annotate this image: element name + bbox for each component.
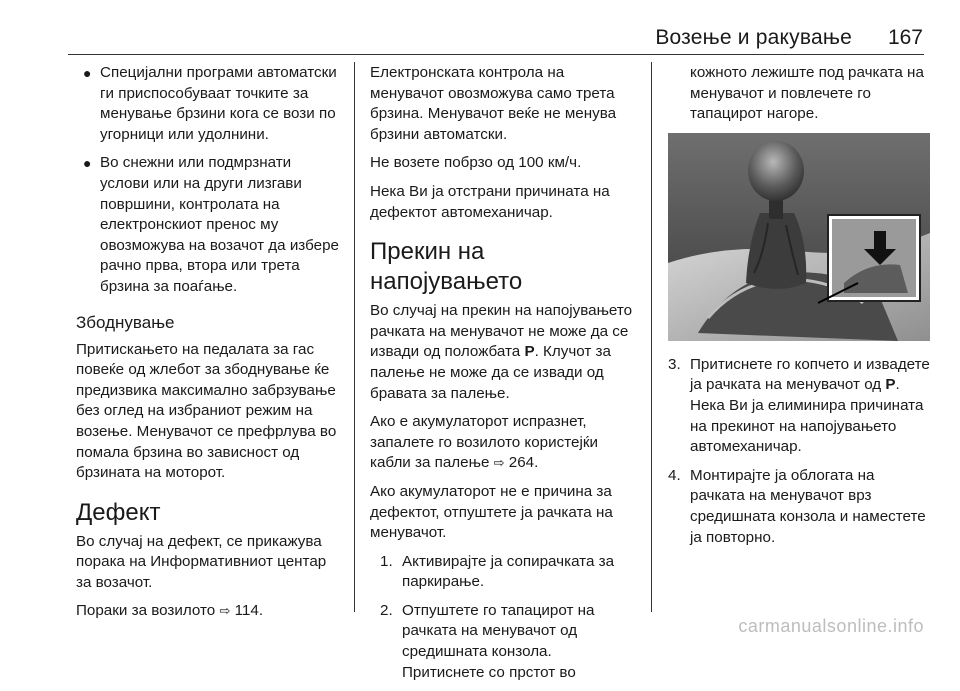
step-number: 2. — [380, 601, 393, 619]
gear-position-p: P — [524, 343, 535, 361]
paragraph-text: Во случај на прекин на напојувањето рачката на менувачот не може да се извади од положбата — [370, 302, 633, 361]
section-title: Возење и ракување — [655, 26, 852, 49]
paragraph — [370, 301, 634, 404]
bullet-item — [76, 153, 344, 297]
column-divider — [651, 62, 652, 612]
step-item — [380, 601, 634, 683]
header-rule — [68, 54, 924, 55]
reference-arrow-icon: ⇨ — [219, 603, 231, 619]
column-divider — [354, 62, 355, 612]
column-right — [668, 63, 930, 556]
paragraph: Ако акумулаторот не е причина за дефектот, отпуштете ја рачката на менувачот. — [370, 482, 613, 542]
paragraph-text: Ако е акумулаторот испразнет, запалете го возилото користејќи кабли за палење — [370, 413, 598, 472]
step-item — [668, 466, 930, 548]
step-text: Отпуштете го тапацирот на рачката на менувачот од средишната конзола. Притиснете со прстот во — [402, 601, 595, 681]
paragraph: Нека Ви ја отстрани причината на дефектот автомеханичар. — [370, 182, 610, 221]
bullet-item — [76, 63, 344, 145]
gear-lever-illustration — [668, 133, 930, 341]
reference-arrow-icon: ⇨ — [493, 455, 505, 471]
step-text-part: . Нека Ви ја елиминира причината на прекинот на напојувањето автомеханичар. — [690, 376, 924, 456]
paragraph — [370, 412, 634, 474]
cross-reference[interactable] — [76, 601, 344, 622]
step-text-part: Притиснете го копчето и извадете ја рачката на менувачот од — [690, 355, 930, 394]
gear-knob — [748, 141, 804, 201]
step-text — [690, 356, 930, 455]
gear-position-p: P — [885, 376, 896, 394]
step-item — [668, 355, 930, 458]
paragraph: Во случај на дефект, се прикажува порака на Информативниот центар за возачот. — [76, 532, 327, 591]
column-middle — [370, 63, 634, 691]
column-left — [76, 63, 344, 630]
step-number: 1. — [380, 552, 393, 570]
step-item — [380, 552, 634, 593]
paragraph: Притискањето на педалата за гас повеќе од жлебот за збоднување ќе предизвика максимално забрзување без оглед на избраниот режим на возење. Менувачот се префрлува во помала брзина во зависност од брзината на моторот. — [76, 340, 337, 482]
step-number: 4. — [668, 466, 681, 484]
reference-page[interactable]: 264. — [508, 454, 539, 472]
reference-text: Пораки за возилото — [76, 602, 216, 620]
heading-power-interruption: Прекин на напојувањето — [370, 238, 523, 296]
paragraph: Електронската контрола на менувачот овозможува само трета брзина. Менувачот веќе не менува брзини автоматски. — [370, 64, 617, 143]
reference-page: 114. — [234, 602, 264, 620]
heading-fault: Дефект — [76, 498, 161, 526]
bullet-text: Во снежни или подмрзнати услови или на други лизгави површини, контролата на електронскиот пренос му овозможува на возачот да избере рачно прва, втора или трета брзина за поаѓање. — [100, 154, 339, 295]
step-text: Активирајте ја сопирачката за паркирање. — [402, 552, 615, 591]
paragraph-text: . Клучот за палење не може да се извади од бравата за палење. — [370, 343, 611, 402]
heading-kickdown: Збоднување — [76, 312, 175, 332]
step-number: 3. — [668, 355, 681, 373]
bullet-icon: ● — [83, 65, 92, 81]
page-header — [0, 0, 960, 60]
step-text: Монтирајте ја облогата на рачката на менувачот врз средишната конзола и наместете ја повторно. — [690, 466, 926, 546]
page-number: 167 — [887, 26, 923, 49]
watermark: carmanualsonline.info — [738, 616, 924, 636]
paragraph: Не возете побрзо од 100 км/ч. — [370, 154, 582, 172]
bullet-icon: ● — [83, 155, 92, 172]
paragraph: кожното лежиште под рачката на менувачот и повлечете го тапацирот нагоре. — [690, 64, 924, 123]
bullet-text: Специјални програми автоматски ги приспособуваат точките за менување брзини кога се вози по угорници или удолнини. — [100, 64, 337, 143]
